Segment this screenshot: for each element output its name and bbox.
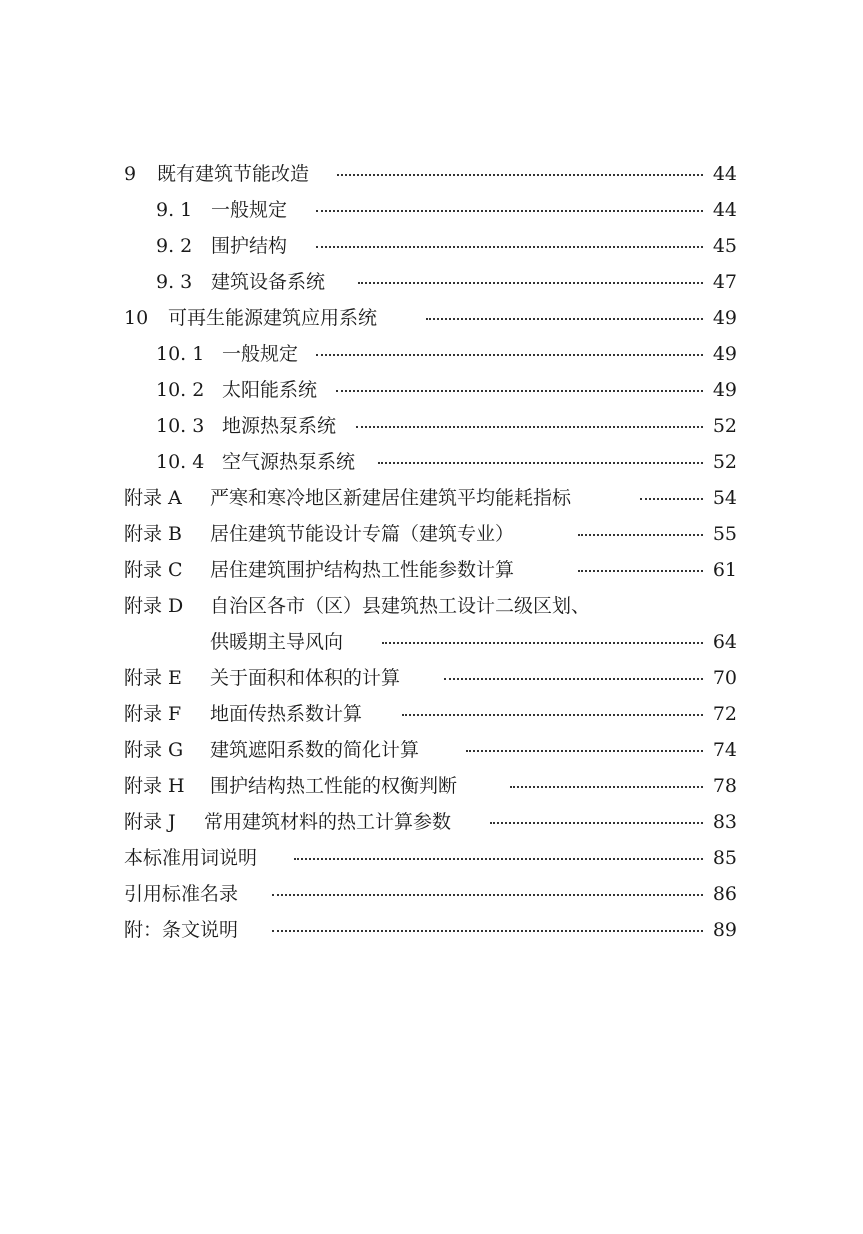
toc-entry-title: 太阳能系统 (222, 379, 318, 401)
toc-entry-number: 附录 F (124, 703, 182, 725)
toc-entry-title: 既有建筑节能改造 (157, 163, 310, 185)
toc-entry-title: 建筑设备系统 (211, 271, 326, 293)
toc-entry-page: 44 (712, 163, 737, 185)
toc-entry[interactable] (0, 444, 863, 480)
toc-entry-number: 9. 3 (156, 271, 193, 293)
toc-entry-label (124, 701, 362, 727)
toc-entry-page: 64 (712, 631, 737, 653)
toc-entry-label (156, 341, 298, 367)
toc-entry-number: 附录 A (124, 487, 182, 509)
dot-leader (466, 750, 703, 752)
toc-entry[interactable] (0, 588, 863, 624)
toc-entry[interactable] (0, 480, 863, 516)
toc-entry-title: 本标准用词说明 (124, 847, 258, 869)
toc-entry[interactable] (0, 732, 863, 768)
toc-entry-number: 附录 G (124, 739, 184, 761)
toc-entry[interactable] (0, 840, 863, 876)
toc-entry-number: 10. 2 (156, 379, 205, 401)
dot-leader (578, 570, 703, 572)
toc-entry-label (156, 197, 287, 223)
toc-entry-label (124, 809, 451, 835)
toc-entry-label (124, 665, 400, 691)
toc-entry-number: 附录 B (124, 523, 183, 545)
toc-entry-number: 10 (124, 307, 149, 329)
toc-entry-label (124, 305, 377, 331)
dot-leader (294, 858, 703, 860)
toc-entry[interactable] (0, 696, 863, 732)
toc-entry-page: 49 (712, 307, 737, 329)
toc-entry-title: 地源热泵系统 (222, 415, 337, 437)
toc-entry[interactable] (0, 804, 863, 840)
toc-entry-number: 附录 H (124, 775, 185, 797)
toc-entry-title: 引用标准名录 (124, 883, 239, 905)
toc-entry[interactable] (0, 408, 863, 444)
dot-leader (426, 318, 703, 320)
toc-entry-title: 常用建筑材料的热工计算参数 (204, 811, 452, 833)
toc-entry-page: 55 (712, 523, 737, 545)
dot-leader (378, 462, 703, 464)
toc-entry-title: 建筑遮阳系数的简化计算 (210, 739, 420, 761)
toc-entry-page: 72 (712, 703, 737, 725)
toc-entry-label (156, 413, 336, 439)
toc-entry[interactable] (0, 624, 863, 660)
toc-entry-page: 45 (712, 235, 737, 257)
toc-entry-label (210, 629, 343, 655)
toc-entry-title: 一般规定 (211, 199, 288, 221)
toc-entry-label (124, 485, 571, 511)
toc-entry-number: 10. 1 (156, 343, 205, 365)
toc-entry-number: 9 (124, 163, 137, 185)
dot-leader (382, 642, 703, 644)
toc-entry-title: 严寒和寒冷地区新建居住建筑平均能耗指标 (210, 487, 572, 509)
toc-entry[interactable] (0, 372, 863, 408)
toc-entry-label (124, 845, 257, 871)
toc-entry-page: 83 (712, 811, 737, 833)
toc-entry-page: 61 (712, 559, 737, 581)
toc-entry[interactable] (0, 300, 863, 336)
toc-entry-title: 自治区各市（区）县建筑热工设计二级区划、 (210, 595, 591, 617)
toc-entry-page: 47 (712, 271, 737, 293)
toc-entry[interactable] (0, 336, 863, 372)
dot-leader (444, 678, 703, 680)
toc-entry-number: 10. 3 (156, 415, 205, 437)
toc-entry-number: 9. 1 (156, 199, 193, 221)
toc-entry-page: 49 (712, 379, 737, 401)
toc-entry[interactable] (0, 660, 863, 696)
toc-entry-number: 附录 J (124, 811, 176, 833)
dot-leader (490, 822, 703, 824)
toc-entry-number: 10. 4 (156, 451, 205, 473)
toc-entry-label (124, 773, 457, 799)
table-of-contents (0, 156, 863, 948)
toc-entry-number: 附录 C (124, 559, 183, 581)
toc-entry-label (156, 377, 317, 403)
toc-entry-title: 附：条文说明 (124, 919, 239, 941)
toc-entry-page: 52 (712, 415, 737, 437)
toc-entry-label (156, 269, 325, 295)
dot-leader (316, 246, 703, 248)
toc-entry-title: 围护结构 (211, 235, 288, 257)
toc-entry-page: 70 (712, 667, 737, 689)
dot-leader (640, 498, 703, 500)
toc-entry-label (124, 917, 238, 943)
toc-entry-page: 52 (712, 451, 737, 473)
toc-entry[interactable] (0, 228, 863, 264)
toc-entry-page: 44 (712, 199, 737, 221)
dot-leader (336, 390, 703, 392)
dot-leader (358, 282, 703, 284)
toc-entry[interactable] (0, 516, 863, 552)
dot-leader (272, 894, 703, 896)
toc-entry[interactable] (0, 264, 863, 300)
toc-entry-title: 供暖期主导风向 (210, 631, 344, 653)
toc-entry-page: 85 (712, 847, 737, 869)
toc-entry-label (124, 881, 238, 907)
toc-entry-label (156, 233, 287, 259)
toc-entry-label (156, 449, 355, 475)
toc-entry-title: 一般规定 (222, 343, 299, 365)
toc-entry-page: 74 (712, 739, 737, 761)
toc-entry-page: 54 (712, 487, 737, 509)
dot-leader (402, 714, 703, 716)
dot-leader (272, 930, 703, 932)
toc-entry-title: 居住建筑节能设计专篇（建筑专业） (210, 523, 515, 545)
toc-entry-title: 空气源热泵系统 (222, 451, 356, 473)
toc-entry-page: 89 (712, 919, 737, 941)
toc-entry-label (124, 557, 514, 583)
dot-leader (356, 426, 703, 428)
toc-entry-label (124, 737, 419, 763)
toc-entry-number: 附录 D (124, 595, 184, 617)
toc-entry[interactable] (0, 192, 863, 228)
toc-entry-label (124, 521, 514, 547)
toc-entry[interactable] (0, 876, 863, 912)
toc-entry-title: 地面传热系数计算 (210, 703, 363, 725)
toc-entry-number: 附录 E (124, 667, 182, 689)
dot-leader (578, 534, 703, 536)
toc-entry-title: 关于面积和体积的计算 (210, 667, 401, 689)
dot-leader (316, 210, 703, 212)
toc-entry-number: 9. 2 (156, 235, 193, 257)
toc-entry[interactable] (0, 156, 863, 192)
toc-entry[interactable] (0, 912, 863, 948)
toc-entry[interactable] (0, 552, 863, 588)
toc-entry-label (124, 593, 590, 619)
toc-entry-label (124, 161, 309, 187)
toc-entry-page: 86 (712, 883, 737, 905)
dot-leader (337, 174, 703, 176)
toc-entry-page: 49 (712, 343, 737, 365)
toc-entry-title: 居住建筑围护结构热工性能参数计算 (210, 559, 515, 581)
dot-leader (316, 354, 703, 356)
toc-entry-title: 围护结构热工性能的权衡判断 (210, 775, 458, 797)
toc-entry-title: 可再生能源建筑应用系统 (168, 307, 378, 329)
toc-entry-page: 78 (712, 775, 737, 797)
dot-leader (510, 786, 703, 788)
toc-entry[interactable] (0, 768, 863, 804)
